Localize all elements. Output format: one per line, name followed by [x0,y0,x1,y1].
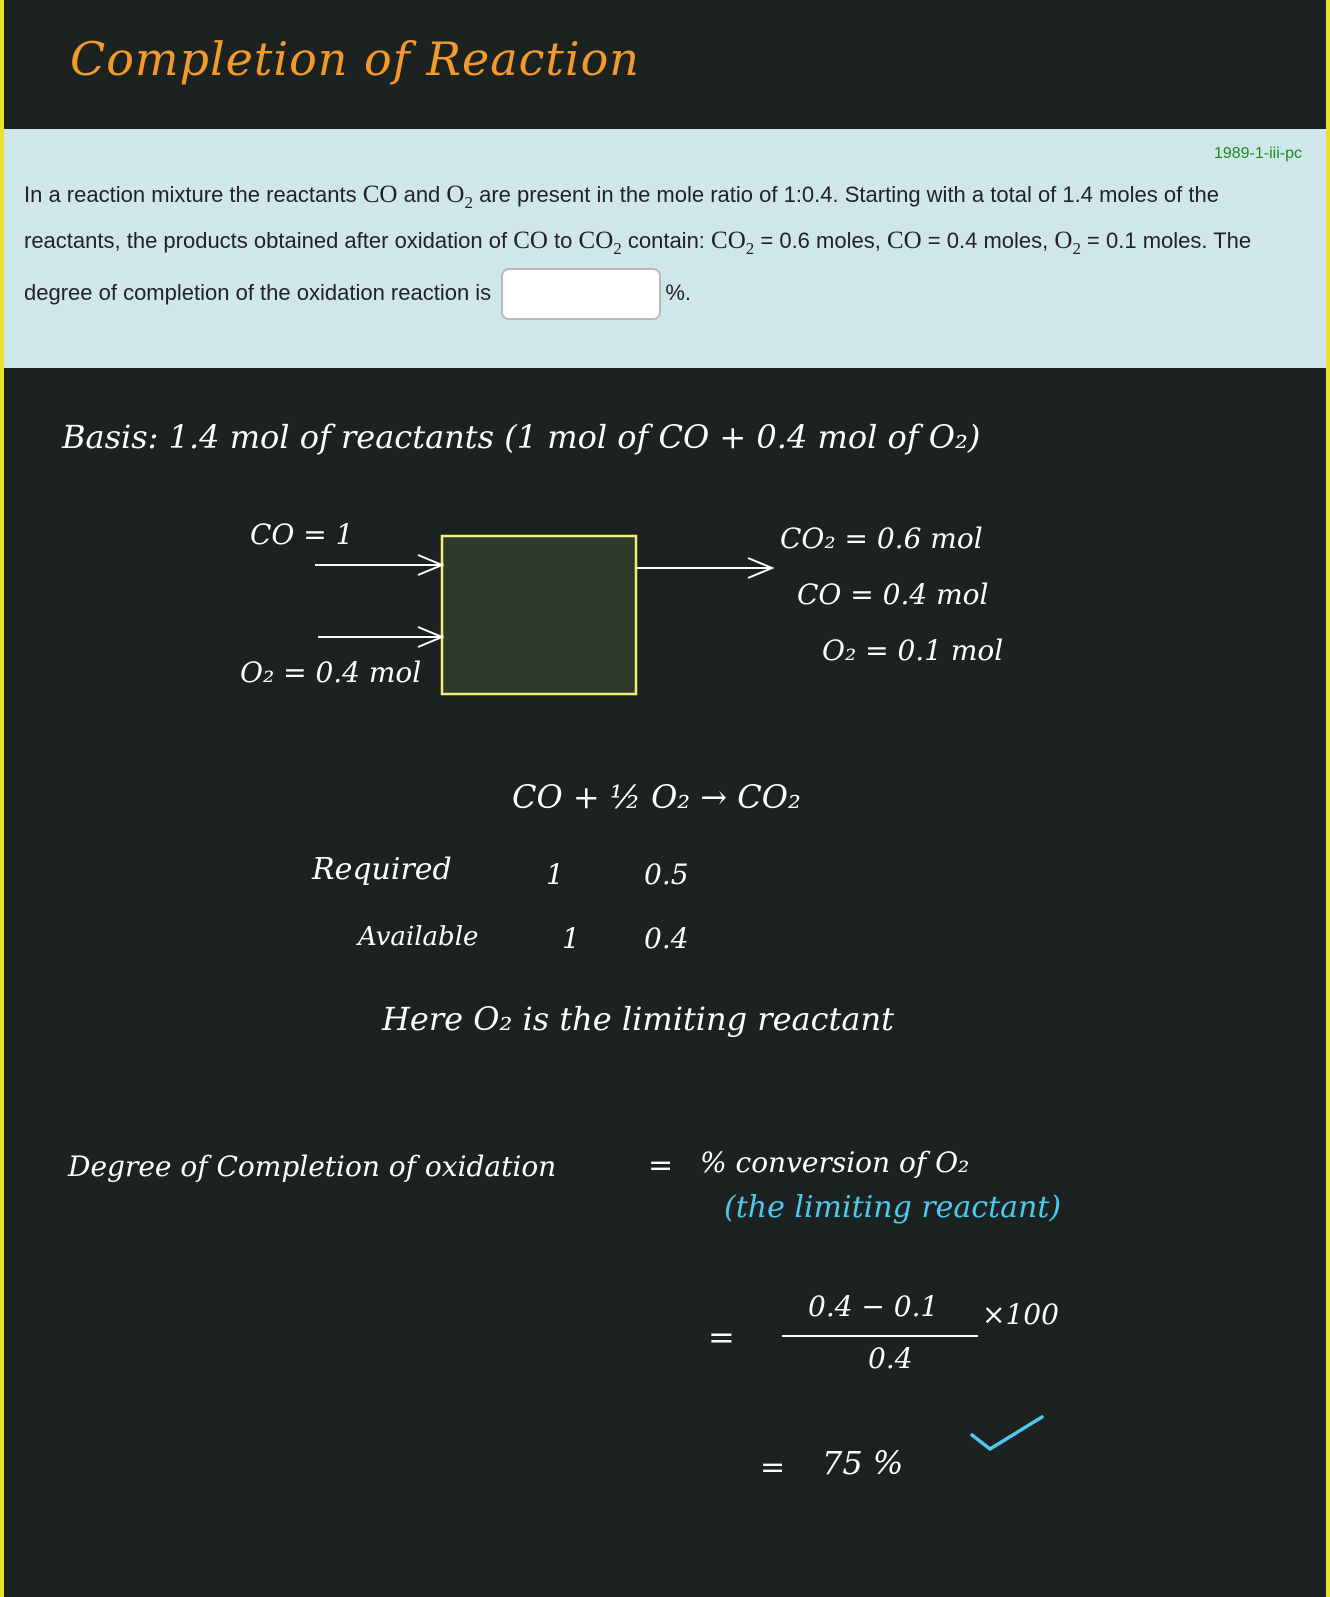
available-o2: 0.4 [644,922,689,955]
question-text-part: = 0.1 moles. The degree of completion of the oxidation reaction is [24,228,1252,305]
equals-sign: = [760,1450,786,1485]
product-o2-label: O₂ = 0.1 mol [822,634,1004,667]
chem-co: CO [886,227,922,254]
chem-co: CO [362,181,398,208]
equals-sign: = [708,1318,735,1356]
available-label: Available [358,922,479,952]
chem-co2: $CO_2$ [711,227,755,258]
product-co-label: CO = 0.4 mol [797,578,989,611]
question-text-part: In a reaction mixture the reactants [24,182,363,207]
required-co: 1 [546,858,564,891]
chem-o2: $O_2$ [1054,227,1081,258]
process-box [442,536,636,694]
conversion-label: % conversion of O₂ [700,1146,970,1179]
question-code: 1989-1-iii-pc [1213,145,1302,162]
feed-o2-label: O₂ = 0.4 mol [240,656,422,689]
reaction-equation: CO + ½ O₂ → CO₂ [512,778,801,816]
required-o2: 0.5 [644,858,689,891]
available-co: 1 [562,922,580,955]
chem-co2: $CO_2$ [578,227,622,258]
fraction-denominator: 0.4 [868,1342,913,1375]
fraction-bar [782,1335,978,1337]
checkmark-icon [968,1413,1046,1455]
feed-co-label: CO = 1 [250,518,354,551]
chem-o2: $O_2$ [446,181,473,212]
question-text-part: = 0.4 moles, [921,228,1055,253]
degree-label: Degree of Completion of oxidation [68,1150,557,1183]
fraction-numerator: 0.4 − 0.1 [808,1290,939,1323]
chem-co: CO [513,227,548,254]
question-text-part: contain: [621,228,712,253]
final-result: 75 % [822,1444,904,1482]
multiplier: ×100 [982,1298,1059,1331]
limiting-note: (the limiting reactant) [724,1190,1062,1225]
equals-sign: = [648,1148,674,1183]
required-label: Required [312,852,452,887]
basis-statement: Basis: 1.4 mol of reactants (1 mol of CO + 0.4 mol of O₂) [62,418,981,456]
answer-unit: %. [665,279,691,305]
question-text-part: to [547,228,579,253]
question-text-part: and [397,182,447,207]
question-text-part: are present in the mole ratio of 1:0.4. Starting with a total of 1.4 moles of the reactants, the products obtained after oxidation of [24,182,1219,253]
product-co2-label: CO₂ = 0.6 mol [780,522,983,555]
limiting-reactant-statement: Here O₂ is the limiting reactant [382,1000,894,1038]
question-text-part: = 0.6 moles, [754,228,887,253]
page-title: Completion of Reaction [70,32,640,86]
